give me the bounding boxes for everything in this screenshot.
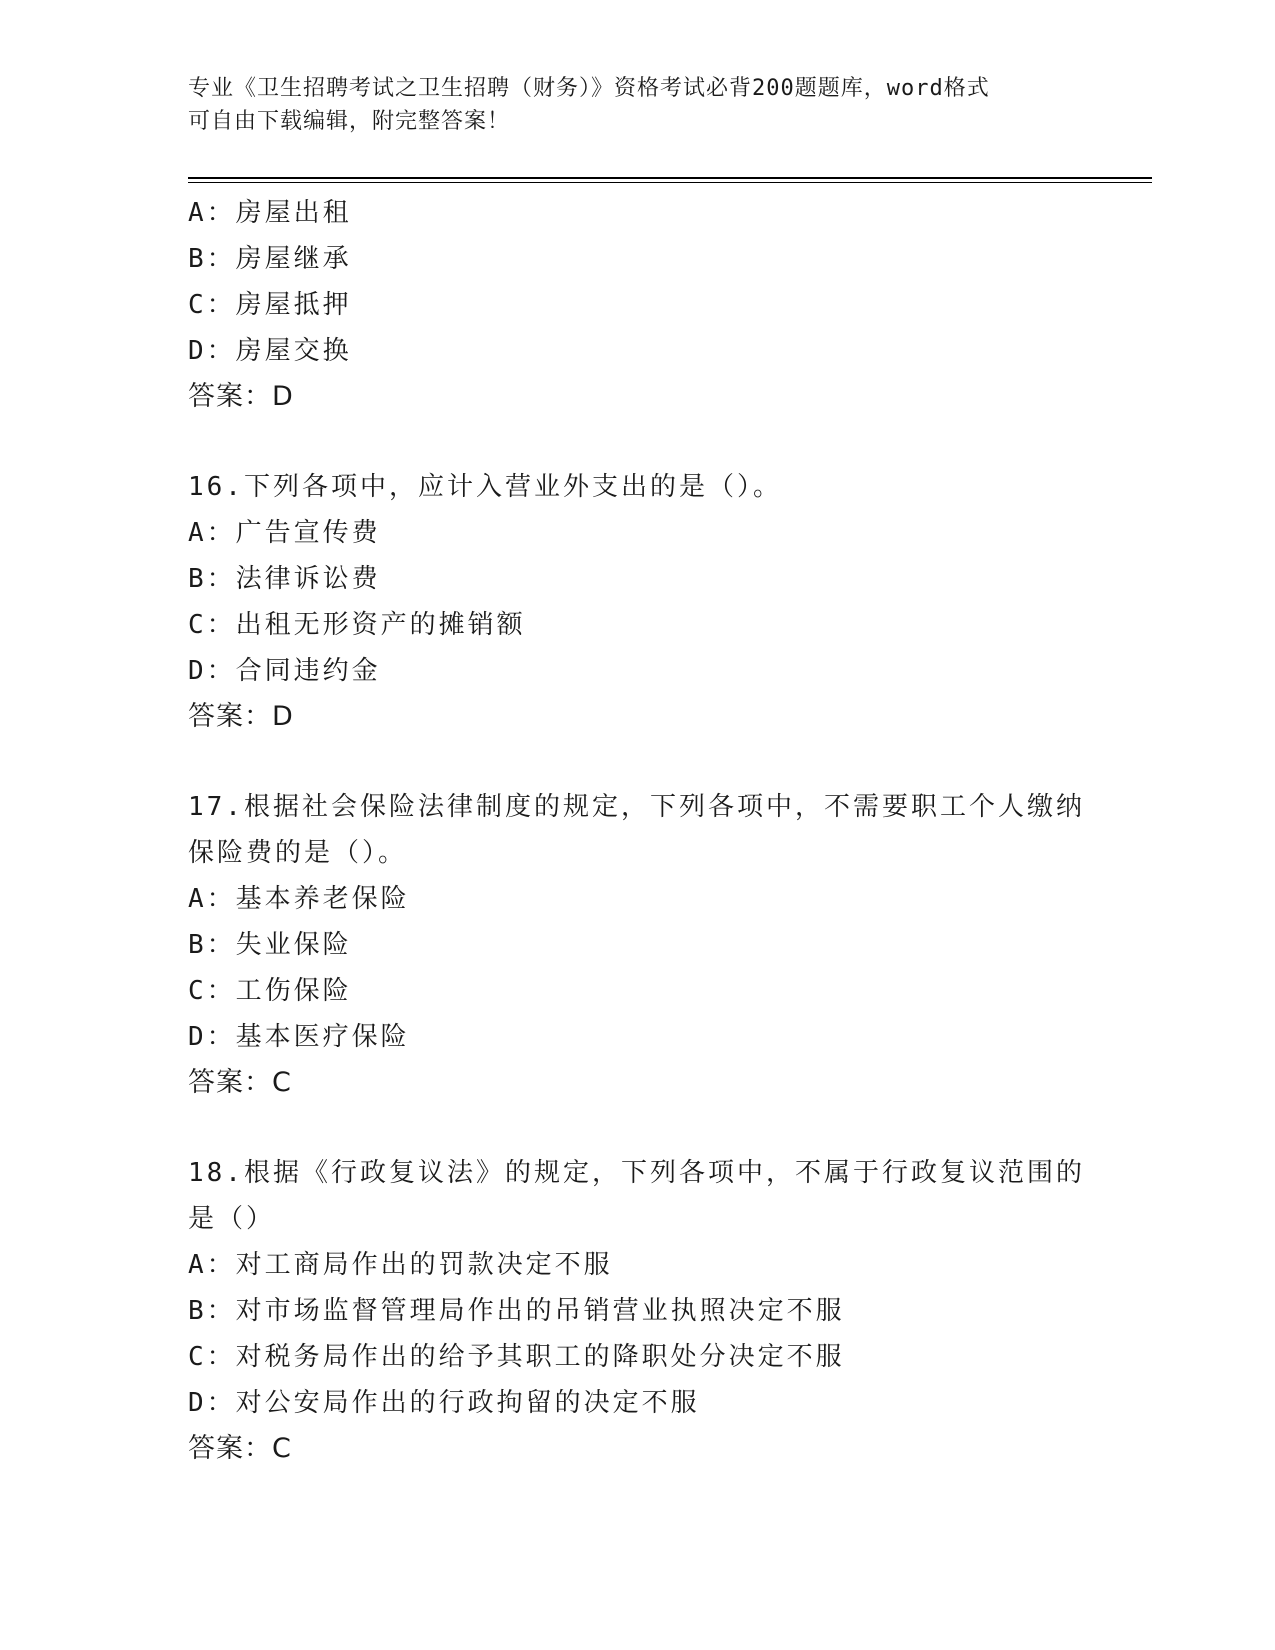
option-c: C：出租无形资产的摊销额 — [188, 610, 526, 640]
spacer — [188, 1106, 1088, 1150]
question-text: 16.下列各项中，应计入营业外支出的是（）。 — [188, 472, 782, 502]
question-16 — [188, 464, 1088, 740]
header-divider-thin — [188, 182, 1152, 183]
question-text-line-1: 18.根据《行政复议法》的规定，下列各项中，不属于行政复议范围的 — [188, 1158, 1085, 1188]
option-b: B：失业保险 — [188, 930, 352, 960]
option-a: A：广告宣传费 — [188, 518, 381, 548]
header-note — [188, 72, 1068, 138]
spacer — [188, 420, 1088, 464]
option-b: B：房屋继承 — [188, 244, 352, 274]
question-17 — [188, 784, 1088, 1106]
option-d: D：房屋交换 — [188, 336, 352, 366]
answer-line: 答案：D — [188, 701, 294, 732]
header-divider-thick — [188, 177, 1152, 179]
option-a: A：基本养老保险 — [188, 884, 410, 914]
option-c: C：工伤保险 — [188, 976, 352, 1006]
option-c: C：房屋抵押 — [188, 290, 352, 320]
question-18 — [188, 1150, 1088, 1472]
question-text-line-1: 17.根据社会保险法律制度的规定，下列各项中，不需要职工个人缴纳 — [188, 792, 1085, 822]
question-15 — [188, 190, 1088, 420]
option-d: D：基本医疗保险 — [188, 1022, 410, 1052]
option-d: D：对公安局作出的行政拘留的决定不服 — [188, 1388, 700, 1418]
question-text-line-2: 是（） — [188, 1204, 276, 1234]
option-b: B：对市场监督管理局作出的吊销营业执照决定不服 — [188, 1296, 845, 1326]
header-line-1: 专业《卫生招聘考试之卫生招聘（财务）》资格考试必背200题题库，word格式 — [188, 76, 990, 101]
option-b: B：法律诉讼费 — [188, 564, 381, 594]
spacer — [188, 740, 1088, 784]
question-text-line-2: 保险费的是（）。 — [188, 838, 408, 868]
option-c: C：对税务局作出的给予其职工的降职处分决定不服 — [188, 1342, 845, 1372]
option-a: A：房屋出租 — [188, 198, 352, 228]
answer-line: 答案：C — [188, 1067, 292, 1098]
question-list — [188, 190, 1088, 1472]
answer-line: 答案：D — [188, 381, 294, 412]
answer-line: 答案：C — [188, 1433, 292, 1464]
option-a: A：对工商局作出的罚款决定不服 — [188, 1250, 613, 1280]
option-d: D：合同违约金 — [188, 656, 381, 686]
header-line-2: 可自由下载编辑，附完整答案！ — [188, 109, 511, 134]
